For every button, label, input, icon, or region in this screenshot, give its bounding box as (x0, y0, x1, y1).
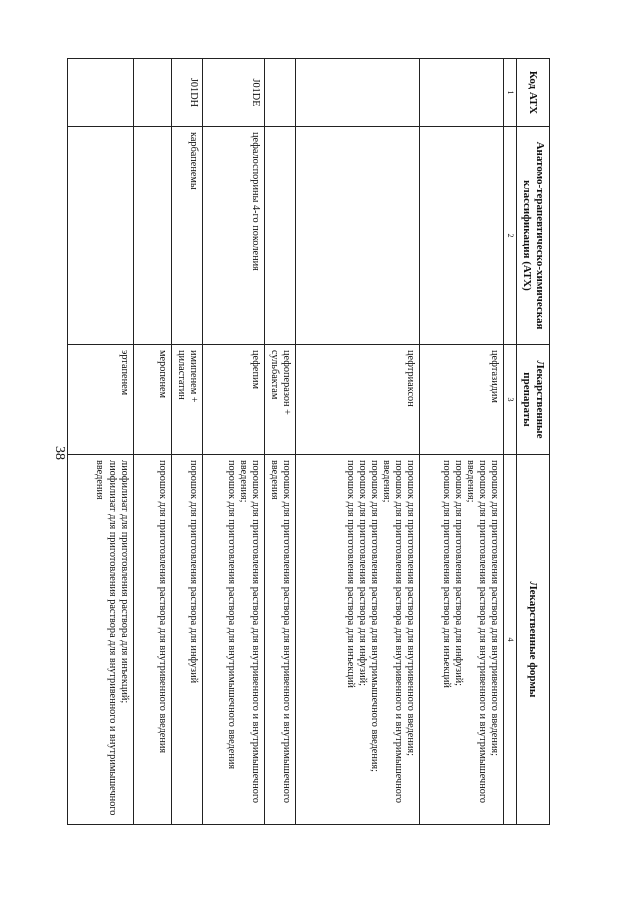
atc-classification-cell: цефалоспорины 4-го поколения (202, 127, 264, 345)
dosage-form-line: порошок для приготовления раствора для внутримышечного введения (225, 460, 237, 770)
column-number: 4 (504, 455, 517, 825)
atc-classification-cell (296, 127, 420, 345)
dosage-form-line: порошок для приготовления раствора для внутримышечного введения; (368, 460, 380, 772)
dosage-form-line: порошок для приготовления раствора для внутривенного введения; (405, 460, 416, 756)
dosage-form-line: порошок для приготовления раствора для инъекций (440, 460, 452, 688)
table-row (264, 59, 295, 825)
atc-table (67, 58, 550, 825)
column-number: 1 (504, 59, 517, 127)
drug-name-cell: цефтриаксон (296, 345, 420, 455)
dosage-forms-cell (202, 455, 264, 825)
dosage-form-line: лиофилизат для приготовления раствора для внутривенного и внутримышечного введения (94, 460, 118, 816)
atc-code-cell (133, 59, 171, 127)
table-row (296, 59, 420, 825)
dosage-form-line: порошок для приготовления раствора для инфузий (187, 460, 199, 684)
dosage-forms-cell (67, 455, 133, 825)
header-dosage-forms: Лекарственные формы (517, 455, 550, 825)
drug-name-cell: цефепим (202, 345, 264, 455)
drug-name-cell: цефоперазон + сульбактам (264, 345, 295, 455)
drug-name-cell: эртапенем (67, 345, 133, 455)
header-atc-classification: Анатомо-терапевтическо-химическая классификация (АТХ) (517, 127, 550, 345)
table-row (202, 59, 264, 825)
dosage-forms-cell (264, 455, 295, 825)
table-body (67, 59, 503, 825)
dosage-form-line: порошок для приготовления раствора для внутривенного и внутримышечного введения (268, 460, 292, 803)
dosage-forms-cell (133, 455, 171, 825)
dosage-form-line: порошок для приготовления раствора для внутривенного введения (156, 460, 168, 754)
dosage-forms-cell (171, 455, 202, 825)
dosage-forms-cell (296, 455, 420, 825)
drug-name-cell: меропенем (133, 345, 171, 455)
dosage-form-line: лиофилизат для приготовления раствора для инъекций; (118, 460, 130, 704)
column-number: 2 (504, 127, 517, 345)
atc-code-cell (420, 59, 504, 127)
atc-classification-cell (420, 127, 504, 345)
dosage-form-line: порошок для приготовления раствора для внутривенного введения; (489, 460, 500, 756)
atc-code-cell: J01DE (202, 59, 264, 127)
atc-code-cell (67, 59, 133, 127)
column-number: 3 (504, 345, 517, 455)
page-number: 38 (52, 446, 67, 460)
column-number-row (504, 59, 517, 825)
dosage-form-line: порошок для приготовления раствора для инфузий; (356, 460, 368, 686)
table-row (67, 59, 133, 825)
header-drugs: Лекарственные препараты (517, 345, 550, 455)
atc-classification-cell (67, 127, 133, 345)
dosage-form-line: порошок для приготовления раствора для инфузий; (452, 460, 464, 686)
atc-code-cell: J01DH (171, 59, 202, 127)
atc-code-cell (264, 59, 295, 127)
table-row (133, 59, 171, 825)
table-row (420, 59, 504, 825)
table-header-row (517, 59, 550, 825)
dosage-form-line: порошок для приготовления раствора для внутривенного и внутримышечного введения; (464, 460, 488, 803)
atc-classification-cell (264, 127, 295, 345)
table-row (171, 59, 202, 825)
drug-name-cell: имипенем + циластатин (171, 345, 202, 455)
dosage-forms-cell (420, 455, 504, 825)
atc-classification-cell (133, 127, 171, 345)
dosage-form-line: порошок для приготовления раствора для внутривенного и внутримышечного введения; (237, 460, 261, 803)
header-atc-code: Код АТХ (517, 59, 550, 127)
dosage-form-line: порошок для приготовления раствора для инъекций (344, 460, 356, 688)
atc-code-cell (296, 59, 420, 127)
drug-name-cell: цефтазидим (420, 345, 504, 455)
rotated-page-content (58, 58, 550, 824)
dosage-form-line: порошок для приготовления раствора для внутривенного и внутримышечного введения; (380, 460, 404, 803)
atc-classification-cell: карбапенемы (171, 127, 202, 345)
